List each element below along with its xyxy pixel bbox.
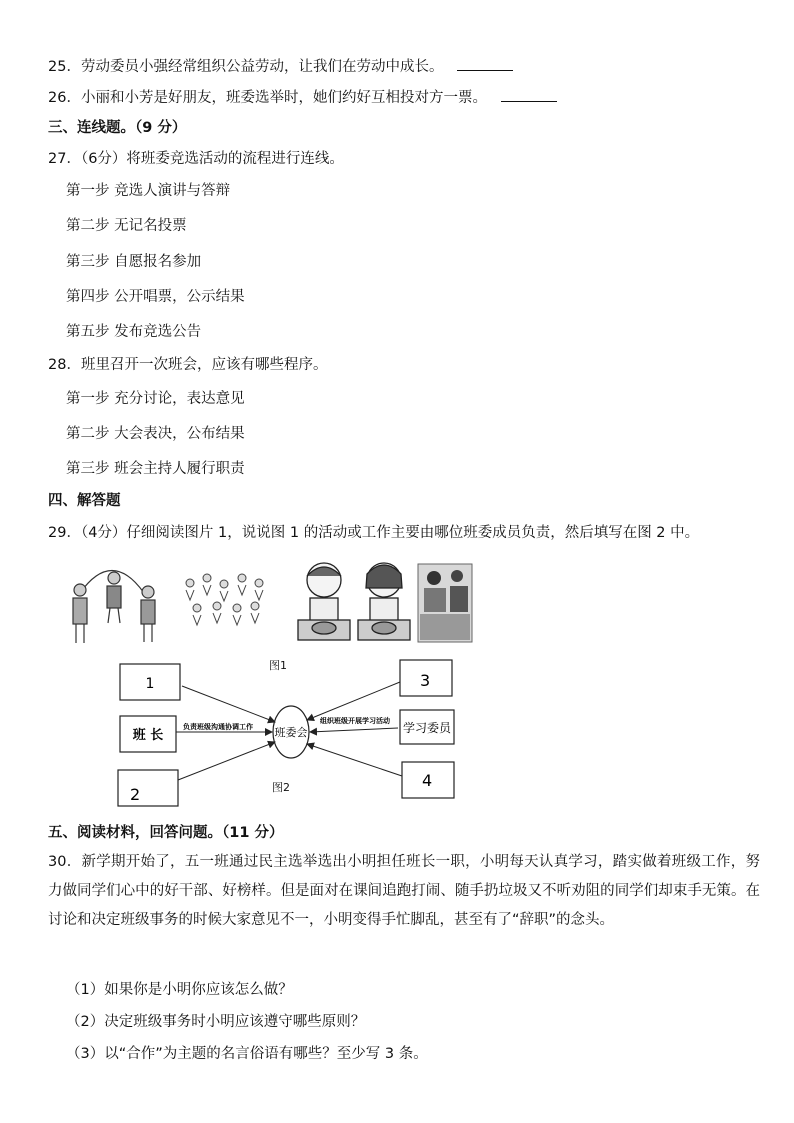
q27-step-5: 第五步 发布竞选公告: [66, 324, 202, 340]
question-30-passage: 30．新学期开始了，五一班通过民主选举选出小明担任班长一职，小明每天认真学习，踏实做着班级工作，努力做同学们心中的好干部、好榜样。但是面对在课间追跑打闹、随手扔垃圾又不听劝阻的同学们却束手无策。在讨论和决定班级事务的时候大家意见不一，小明变得手忙脚乱，甚至有了“辞职”的念头。: [48, 854, 760, 928]
figure-1-caption: 图1: [269, 659, 287, 672]
q30-sub-3: （3）以“合作”为主题的名言俗语有哪些？至少写 3 条。: [66, 1046, 428, 1062]
arrow-left-label: 负责班级沟通协调工作: [183, 723, 253, 731]
center-label: 班委会: [274, 726, 308, 739]
monitor-label: 班 长: [132, 728, 164, 743]
figure-2-diagram: [110, 652, 470, 808]
arrow-box1-to-center: [182, 686, 275, 722]
arrow-study-to-center: [310, 728, 398, 732]
arrow-box4-to-center: [307, 744, 402, 776]
q30-sub-2: （2）决定班级事务时小明应该遵守哪些原则？: [66, 1014, 366, 1030]
section-4-heading: 四、解答题: [48, 493, 121, 509]
q28-step-3: 第三步 班会主持人履行职责: [66, 461, 245, 477]
section-5-heading: 五、阅读材料，回答问题。（11 分）: [48, 825, 284, 841]
q27-step-1: 第一步 竞选人演讲与答辩: [66, 183, 231, 199]
q30-sub-1: （1）如果你是小明你应该怎么做？: [66, 982, 293, 998]
group-activity-illustration: [186, 574, 263, 625]
answer-box-2[interactable]: [118, 770, 178, 806]
question-28: 28．班里召开一次班会，应该有哪些程序。: [48, 357, 328, 373]
study-committee-label: 学习委员: [402, 721, 452, 735]
jump-rope-illustration: [73, 571, 155, 644]
question-27: 27．（6分）将班委竞选活动的流程进行连线。: [48, 151, 344, 167]
q28-step-1: 第一步 充分讨论，表达意见: [66, 391, 245, 407]
box2-label: 2: [130, 785, 141, 804]
question-26: 26．小丽和小芳是好朋友，班委选举时，她们约好互相投对方一票。: [48, 87, 557, 108]
box3-label: 3: [420, 671, 431, 690]
lunch-duty-illustration: [298, 563, 410, 640]
arrow-box2-to-center: [178, 742, 275, 780]
question-25: 25．劳动委员小强经常组织公益劳动，让我们在劳动中成长。: [48, 56, 513, 77]
figure-2-caption: 图2: [272, 781, 290, 794]
q28-step-2: 第二步 大会表决，公布结果: [66, 426, 245, 442]
answer-blank-25[interactable]: [457, 56, 513, 71]
box1-label: 1: [145, 676, 155, 692]
question-29: 29．（4分）仔细阅读图片 1，说说图 1 的活动或工作主要由哪位班委成员负责，然后填写在图 2 中。: [48, 525, 700, 541]
q27-step-2: 第二步 无记名投票: [66, 218, 187, 234]
q27-step-4: 第四步 公开唱票，公示结果: [66, 289, 245, 305]
arrow-right-label: 组织班级开展学习活动: [320, 717, 390, 725]
figure-1-illustrations: [62, 558, 482, 648]
section-3-heading: 三、连线题。（9 分）: [48, 120, 187, 136]
q27-step-3: 第三步 自愿报名参加: [66, 254, 202, 270]
answer-blank-26[interactable]: [501, 87, 557, 102]
classroom-photo: [418, 564, 472, 642]
box4-label: 4: [422, 771, 433, 790]
arrow-box3-to-center: [307, 682, 400, 720]
